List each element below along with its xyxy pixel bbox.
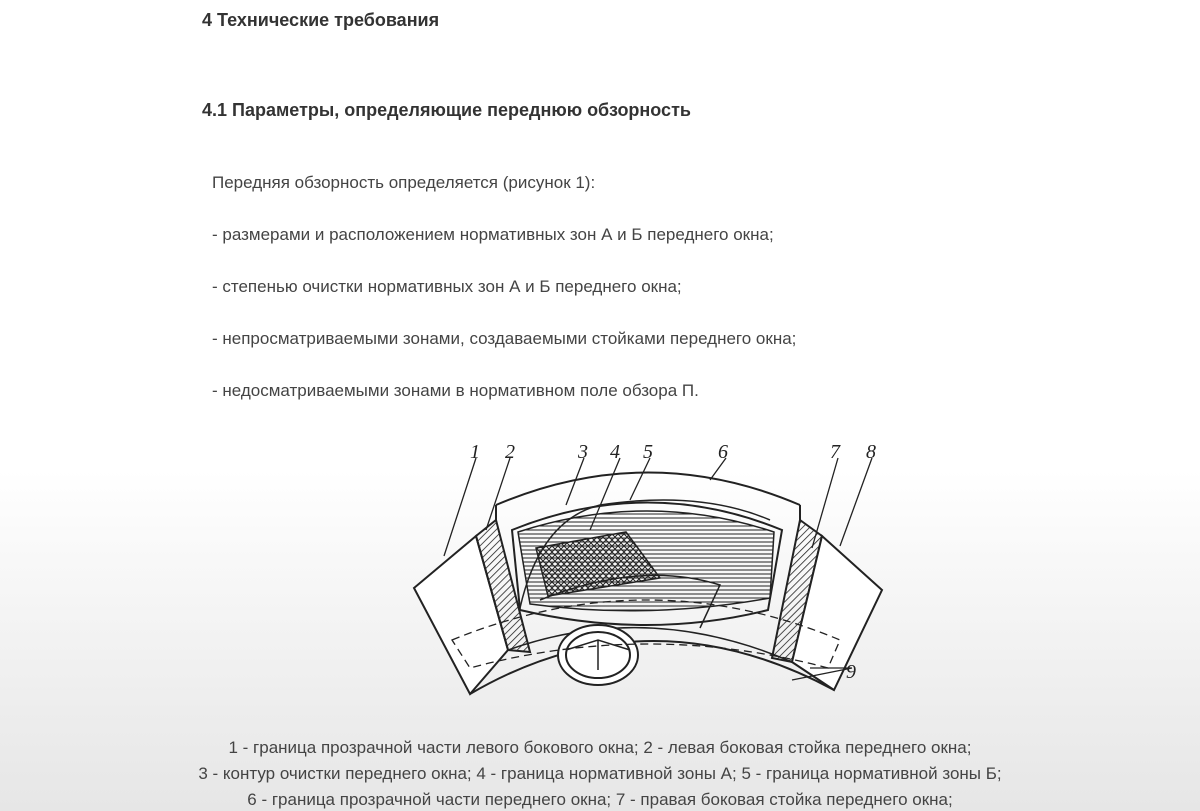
label-1: 1 xyxy=(470,441,480,463)
label-5: 5 xyxy=(643,441,653,463)
label-2: 2 xyxy=(505,441,515,463)
label-7: 7 xyxy=(830,441,840,463)
list-item: - непросматриваемыми зонами, создаваемыми стойками переднего окна; xyxy=(212,329,797,348)
list-item: - размерами и расположением нормативных зон А и Б переднего окна; xyxy=(212,225,774,244)
subsection-heading: 4.1 Параметры, определяющие переднюю обзорность xyxy=(202,100,691,120)
label-4: 4 xyxy=(610,441,620,463)
label-6: 6 xyxy=(718,441,728,463)
visibility-diagram xyxy=(400,436,900,706)
list-item: - недосматриваемыми зонами в нормативном поле обзора П. xyxy=(212,381,699,400)
section-heading: 4 Технические требования xyxy=(202,10,440,30)
list-item: - степенью очистки нормативных зон А и Б переднего окна; xyxy=(212,277,682,296)
label-9: 9 xyxy=(846,661,856,683)
caption-line: 3 - контур очистки переднего окна; 4 - граница нормативной зоны А; 5 - граница нормативной зоны Б; xyxy=(198,764,1002,783)
caption-line: 1 - граница прозрачной части левого бокового окна; 2 - левая боковая стойка переднего окна; xyxy=(228,738,972,757)
caption-line: 6 - граница прозрачной части переднего окна; 7 - правая боковая стойка переднего окна; xyxy=(247,790,953,809)
paragraph-intro: Передняя обзорность определяется (рисунок 1): xyxy=(212,173,596,192)
label-3: 3 xyxy=(578,441,588,463)
label-8: 8 xyxy=(866,441,876,463)
